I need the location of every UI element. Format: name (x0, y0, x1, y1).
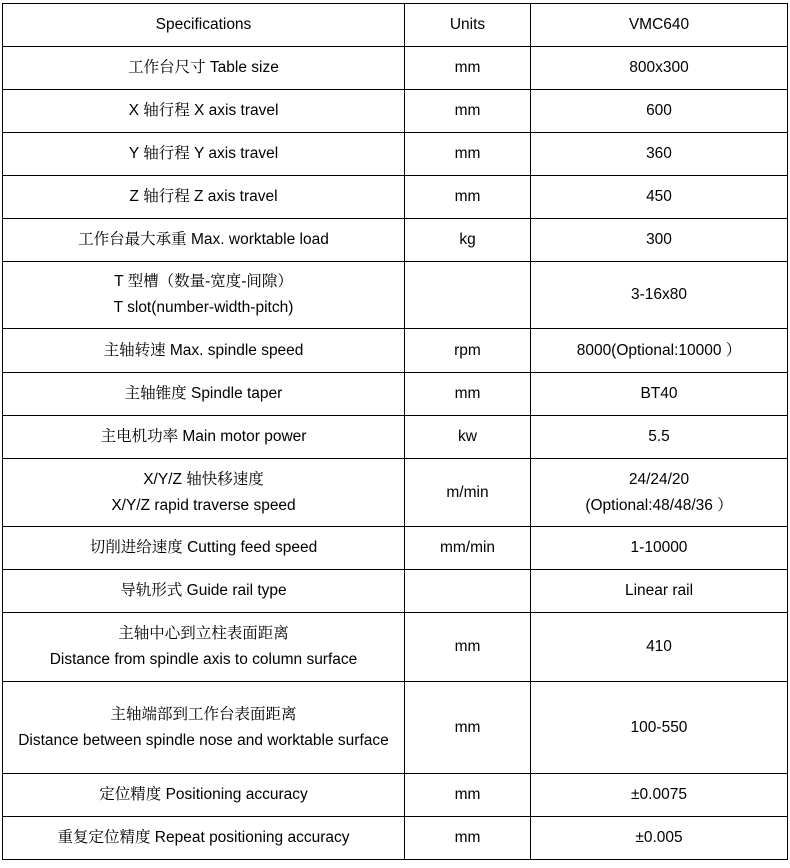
spec-cell (3, 416, 405, 459)
header-units: Units (405, 4, 531, 47)
unit-cell: mm/min (405, 527, 531, 570)
value-cell-line: 450 (646, 188, 672, 205)
unit-cell: mm (405, 817, 531, 860)
header-row (3, 4, 788, 47)
unit-cell: mm (405, 613, 531, 682)
spec-cell (3, 219, 405, 262)
table-row (3, 459, 788, 527)
table-row (3, 774, 788, 817)
value-cell-line: 3-16x80 (630, 286, 687, 303)
unit-cell (405, 570, 531, 613)
spec-cell-line: 工作台最大承重 Max. worktable load (78, 231, 329, 248)
unit-cell: mm (405, 90, 531, 133)
value-cell-line: (Optional:48/48/36 ） (585, 496, 733, 514)
spec-cell-line: T 型槽（数量-宽度-间隙） (114, 273, 293, 290)
value-cell-line: 800x300 (629, 59, 689, 76)
value-cell (531, 90, 788, 133)
unit-cell: mm (405, 373, 531, 416)
spec-cell-line: 主轴端部到工作台表面距离 (110, 705, 297, 723)
spec-cell-line: 工作台尺寸 Table size (128, 59, 279, 76)
value-cell (531, 774, 788, 817)
value-cell-line: 5.5 (648, 428, 670, 445)
value-cell (531, 459, 788, 527)
spec-cell-line: X/Y/Z rapid traverse speed (111, 496, 296, 514)
spec-cell-line: Distance from spindle axis to column surface (49, 651, 358, 668)
spec-cell-line: 主轴中心到立柱表面距离 (118, 625, 289, 642)
value-cell (531, 373, 788, 416)
spec-cell (3, 527, 405, 570)
spec-cell (3, 133, 405, 176)
value-cell-line: 8000(Optional:10000 ） (576, 341, 742, 359)
value-cell-line: ±0.0075 (631, 786, 687, 803)
unit-cell: mm (405, 774, 531, 817)
value-cell-line: 24/24/20 (628, 470, 690, 488)
value-cell-line: 300 (646, 231, 672, 248)
table-row (3, 329, 788, 373)
value-cell (531, 262, 788, 329)
table-row (3, 570, 788, 613)
spec-cell (3, 373, 405, 416)
spec-cell-line: X 轴行程 X axis travel (128, 102, 279, 119)
value-cell (531, 219, 788, 262)
spec-cell-line: T slot(number-width-pitch) (113, 299, 294, 316)
value-cell (531, 613, 788, 682)
spec-cell-line: 导轨形式 Guide rail type (120, 582, 287, 599)
header-specifications: Specifications (3, 4, 405, 47)
spec-cell-line: Distance between spindle nose and worktable surface (18, 731, 389, 749)
table-row (3, 416, 788, 459)
value-cell (531, 133, 788, 176)
value-cell-line: 1-10000 (630, 539, 688, 556)
spec-cell-line: Z 轴行程 Z axis travel (129, 188, 278, 205)
spec-cell (3, 570, 405, 613)
spec-cell-line: 主电机功率 Main motor power (100, 428, 307, 445)
unit-cell: mm (405, 682, 531, 774)
table-row (3, 133, 788, 176)
value-cell (531, 329, 788, 373)
value-cell (531, 817, 788, 860)
spec-cell (3, 613, 405, 682)
spec-cell (3, 682, 405, 774)
spec-cell (3, 329, 405, 373)
value-cell (531, 176, 788, 219)
table-row (3, 817, 788, 860)
spec-cell (3, 817, 405, 860)
spec-cell (3, 459, 405, 527)
unit-cell: mm (405, 47, 531, 90)
spec-cell (3, 262, 405, 329)
value-cell-line: ±0.005 (635, 829, 683, 846)
spec-cell-line: 主轴转速 Max. spindle speed (103, 341, 304, 359)
unit-cell: mm (405, 133, 531, 176)
table-row (3, 90, 788, 133)
unit-cell (405, 262, 531, 329)
table-row (3, 262, 788, 329)
unit-cell: kg (405, 219, 531, 262)
spec-cell (3, 90, 405, 133)
unit-cell: mm (405, 176, 531, 219)
value-cell (531, 682, 788, 774)
value-cell-line: 600 (646, 102, 672, 119)
value-cell-line: 360 (646, 145, 672, 162)
value-cell-line: 410 (646, 638, 672, 655)
value-cell (531, 47, 788, 90)
value-cell (531, 416, 788, 459)
value-cell-line: Linear rail (624, 582, 694, 599)
spec-cell-line: 重复定位精度 Repeat positioning accuracy (57, 829, 350, 846)
spec-cell (3, 176, 405, 219)
table-row (3, 682, 788, 774)
table-row (3, 219, 788, 262)
table-row (3, 613, 788, 682)
value-cell (531, 570, 788, 613)
header-model: VMC640 (531, 4, 788, 47)
specifications-table (2, 3, 788, 860)
spec-cell-line: 定位精度 Positioning accuracy (99, 786, 308, 803)
value-cell-line: BT40 (640, 385, 678, 402)
spec-cell-line: 主轴锥度 Spindle taper (124, 385, 283, 402)
table-row (3, 373, 788, 416)
table-row (3, 527, 788, 570)
spec-cell (3, 774, 405, 817)
unit-cell: rpm (405, 329, 531, 373)
table-row (3, 47, 788, 90)
value-cell-line: 100-550 (630, 718, 688, 736)
table-row (3, 176, 788, 219)
spec-cell-line: Y 轴行程 Y axis travel (128, 145, 279, 162)
spec-cell (3, 47, 405, 90)
spec-cell-line: X/Y/Z 轴快移速度 (143, 470, 264, 488)
value-cell (531, 527, 788, 570)
spec-cell-line: 切削进给速度 Cutting feed speed (89, 539, 318, 556)
unit-cell: kw (405, 416, 531, 459)
unit-cell: m/min (405, 459, 531, 527)
